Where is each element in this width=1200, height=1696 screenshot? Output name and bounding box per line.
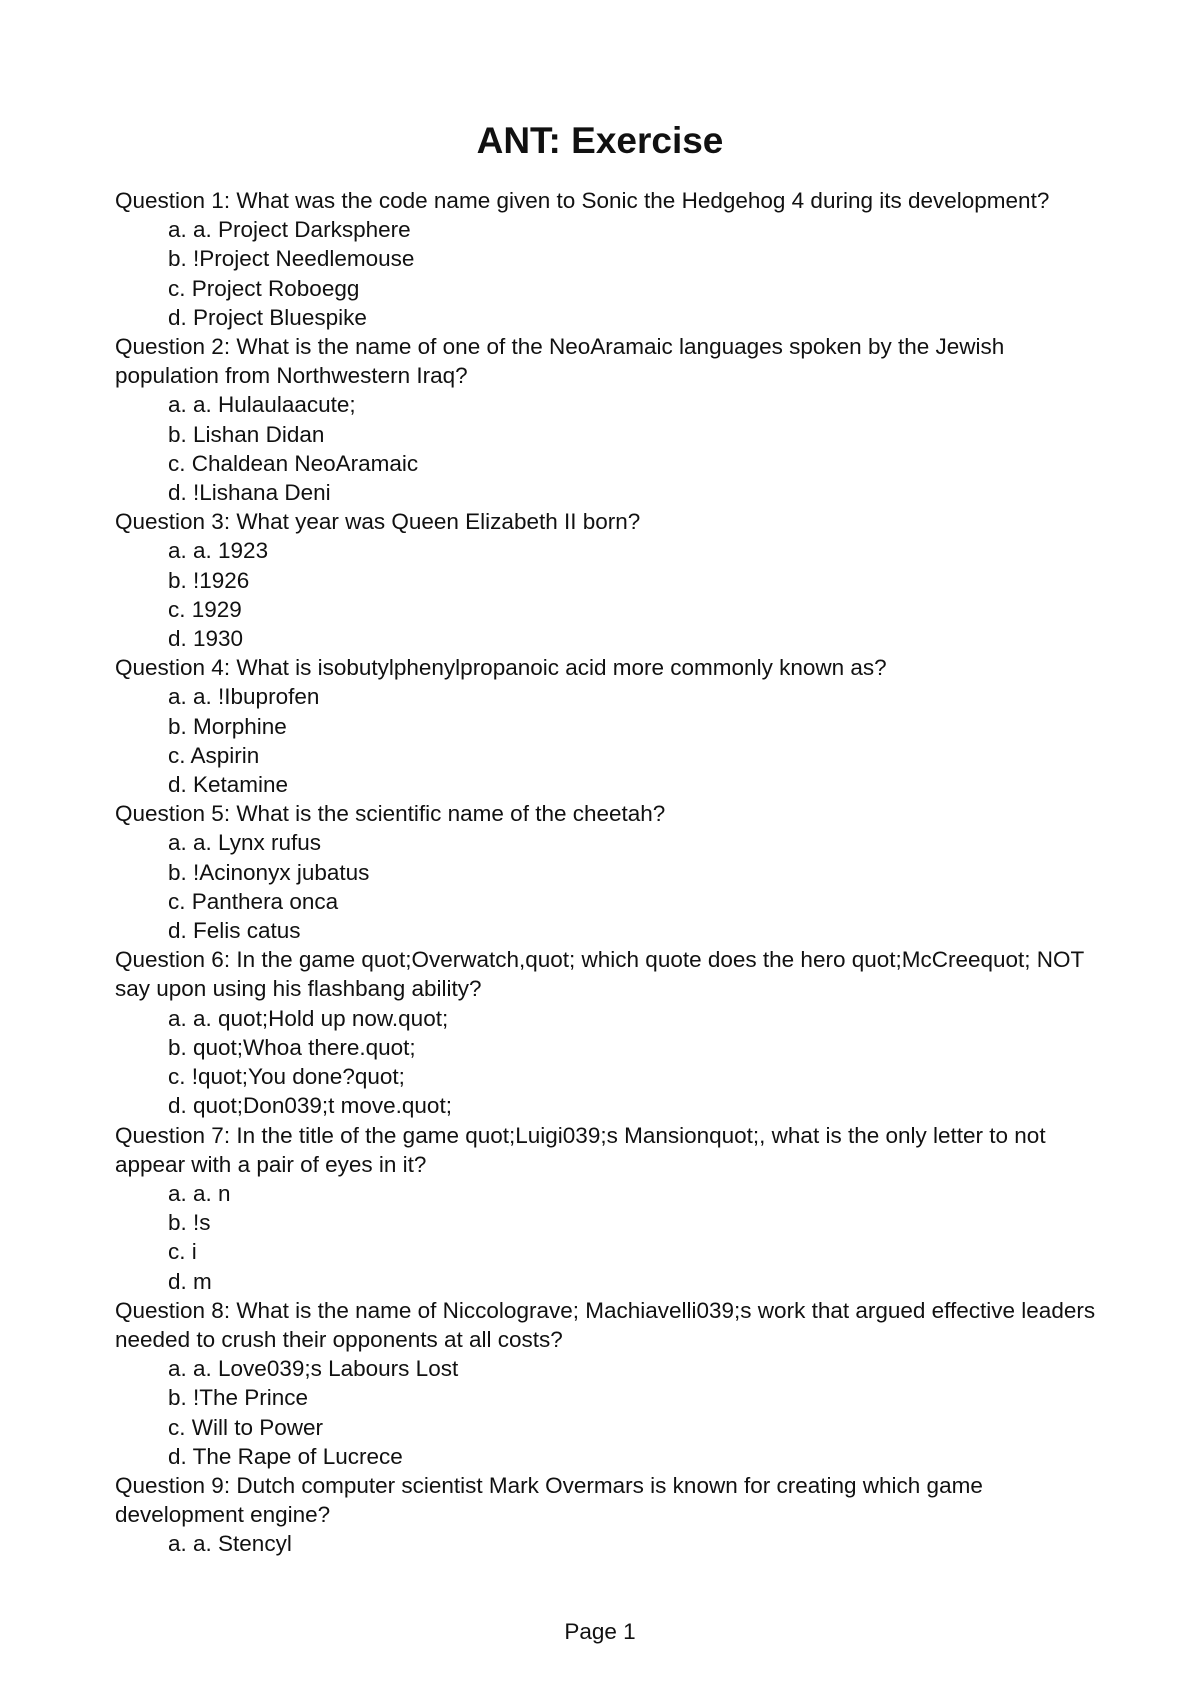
answer-option: b. Lishan Didan [168, 421, 325, 447]
answer-option: b. !The Prince [168, 1385, 309, 1411]
question-block [115, 945, 1100, 1120]
question-text: Question 3: What year was Queen Elizabeth II born? [115, 509, 641, 535]
question-text: Question 4: What is isobutylphenylpropanoic acid more commonly known as? [115, 655, 887, 681]
answer-option: b. !s [168, 1210, 211, 1236]
answer-option: a. a. 1923 [168, 538, 269, 564]
question-text: Question 6: In the game quot;Overwatch,quot; which quote does the hero quot;McCreequot; NOT say upon using his flashbang ability? [115, 947, 1084, 1002]
question-text: Question 8: What is the name of Niccolograve; Machiavelli039;s work that argued effective leaders needed to crush their opponents at all costs? [115, 1297, 1096, 1352]
answer-option: c. i [168, 1239, 197, 1265]
answer-options [115, 390, 1100, 507]
answer-options [115, 536, 1100, 653]
question-block [115, 332, 1100, 507]
answer-option: d. The Rape of Lucrece [168, 1443, 403, 1469]
answer-option: b. !1926 [168, 567, 250, 593]
answer-option: d. quot;Don039;t move.quot; [168, 1093, 452, 1119]
answer-option: a. a. Project Darksphere [168, 217, 411, 243]
question-block [115, 507, 1100, 653]
answer-options [115, 1529, 1100, 1558]
page-title: ANT: Exercise [476, 120, 724, 161]
question-list [115, 186, 1100, 1559]
question-text: Question 1: What was the code name given to Sonic the Hedgehog 4 during its development? [115, 188, 1050, 213]
question-text: Question 9: Dutch computer scientist Mark Overmars is known for creating which game development engine? [115, 1472, 983, 1528]
answer-option: b. !Project Needlemouse [168, 246, 415, 272]
answer-option: c. Aspirin [168, 742, 260, 768]
answer-options [115, 1179, 1100, 1296]
answer-option: c. 1929 [168, 596, 242, 622]
question-block [115, 1121, 1100, 1296]
question-block [115, 186, 1100, 332]
answer-option: a. a. Hulaulaacute; [168, 392, 356, 418]
answer-option: a. a. !Ibuprofen [168, 684, 320, 710]
answer-options [115, 1354, 1100, 1471]
answer-option: c. Panthera onca [168, 888, 339, 914]
page-number: Page 1 [564, 1619, 636, 1644]
answer-options [115, 682, 1100, 799]
answer-option: b. quot;Whoa there.quot; [168, 1034, 416, 1060]
answer-option: d. 1930 [168, 626, 244, 652]
answer-option: a. a. quot;Hold up now.quot; [168, 1005, 449, 1031]
question-text: Question 7: In the title of the game quot;Luigi039;s Mansionquot;, what is the only letter to not appear with a pair of eyes in it? [115, 1122, 1046, 1177]
answer-options [115, 828, 1100, 945]
question-text: Question 5: What is the scientific name of the cheetah? [115, 801, 666, 827]
answer-option: c. Chaldean NeoAramaic [168, 450, 419, 476]
question-text: Question 2: What is the name of one of the NeoAramaic languages spoken by the Jewish population from Northwestern Iraq? [115, 334, 1005, 389]
answer-option: a. a. n [168, 1180, 231, 1206]
answer-option: c. !quot;You done?quot; [168, 1064, 405, 1090]
answer-options [115, 1004, 1100, 1121]
question-block [115, 1296, 1100, 1471]
answer-option: d. Project Bluespike [168, 304, 367, 330]
question-block [115, 653, 1100, 799]
answer-option: d. Felis catus [168, 918, 301, 944]
answer-option: b. Morphine [168, 713, 287, 739]
answer-option: b. !Acinonyx jubatus [168, 859, 370, 885]
answer-option: a. a. Lynx rufus [168, 830, 321, 856]
answer-option: d. Ketamine [168, 772, 289, 798]
answer-option: c. Project Roboegg [168, 275, 360, 301]
answer-option: d. !Lishana Deni [168, 480, 331, 506]
question-block [115, 1471, 1100, 1559]
question-block [115, 799, 1100, 945]
answer-option: c. Will to Power [168, 1414, 324, 1440]
answer-option: a. a. Stencyl [168, 1531, 292, 1557]
answer-options [115, 215, 1100, 332]
answer-option: d. m [168, 1268, 212, 1294]
answer-option: a. a. Love039;s Labours Lost [168, 1356, 459, 1382]
